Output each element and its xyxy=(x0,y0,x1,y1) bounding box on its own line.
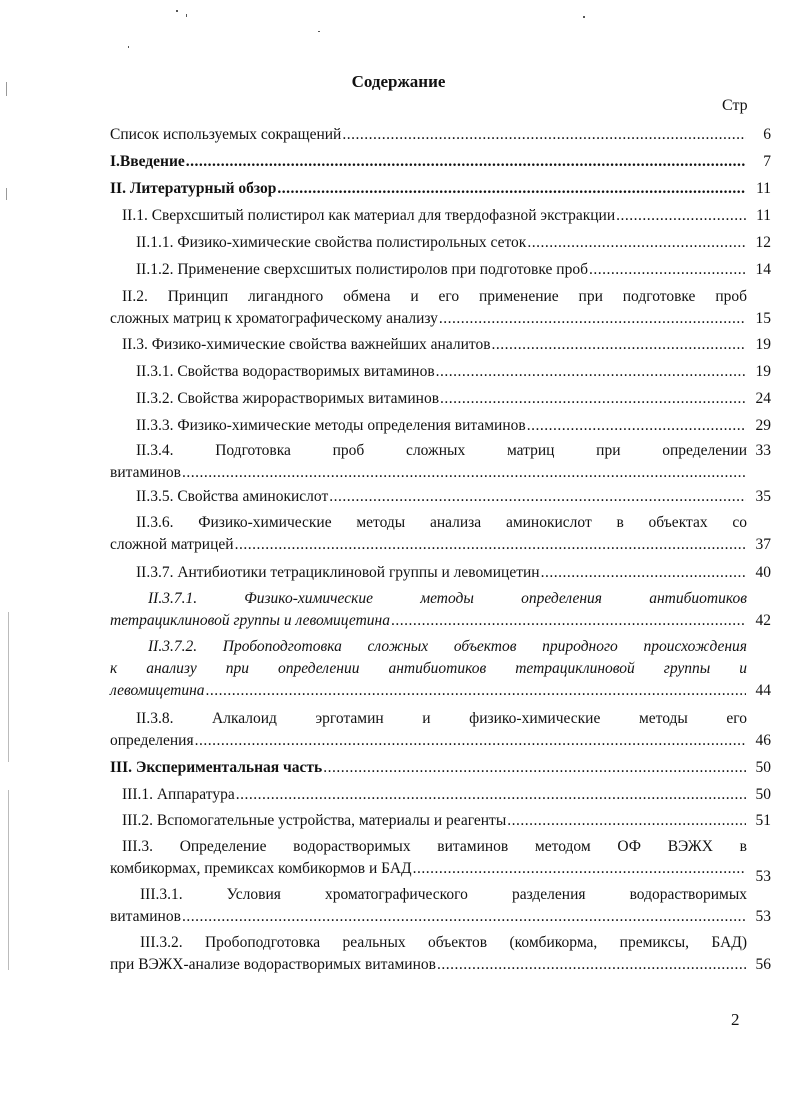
scan-speck xyxy=(186,14,187,17)
toc-entry-text-cont: к анализу при определении антибиотиков тетрациклиновой группы и xyxy=(110,660,747,677)
toc-entry-text-cont: сложных матриц к хроматографическому анализу xyxy=(110,310,438,327)
toc-entry-page: 35 xyxy=(755,488,771,505)
toc-entry-text: II.3.7.2. Пробоподготовка сложных объектов природного происхождения xyxy=(148,638,747,655)
scan-speck xyxy=(6,188,7,200)
toc-entry[interactable] xyxy=(122,810,771,832)
toc-entry-text-cont: витаминов xyxy=(110,908,181,925)
toc-entry-text: II.3. Физико-химические свойства важнейших аналитов xyxy=(122,336,491,353)
leader-dots xyxy=(437,954,746,976)
toc-entry-text-cont: комбикормах, премиксах комбикормов и БАД xyxy=(110,860,412,877)
scan-speck xyxy=(318,31,320,32)
toc-entry-text: III.3.2. Пробоподготовка реальных объектов (комбикорма, премиксы, БАД) xyxy=(140,934,747,951)
toc-entry[interactable] xyxy=(136,562,771,584)
toc-entry-page: 53 xyxy=(755,868,771,885)
toc-entry-page: 56 xyxy=(755,956,771,973)
leader-dots xyxy=(195,730,746,752)
toc-entry-page: 51 xyxy=(755,812,771,829)
toc-entry-page: 14 xyxy=(755,261,771,278)
toc-entry-page: 24 xyxy=(755,390,771,407)
toc-entry-page: 11 xyxy=(756,180,771,197)
toc-entry[interactable] xyxy=(110,884,771,928)
leader-dots xyxy=(391,610,746,632)
toc-entry-page: 50 xyxy=(755,759,771,776)
leader-dots xyxy=(616,205,746,227)
toc-entry-text-cont: при ВЭЖХ-анализе водорастворимых витаминов xyxy=(110,956,436,973)
toc-entry[interactable] xyxy=(110,286,771,330)
toc-entry[interactable] xyxy=(136,259,771,281)
toc-entry-page: 53 xyxy=(755,908,771,925)
leader-dots xyxy=(342,124,746,146)
leader-dots xyxy=(323,757,746,779)
leader-dots xyxy=(206,680,746,702)
toc-entry-text-cont: сложной матрицей xyxy=(110,536,234,553)
page-number: 2 xyxy=(731,1010,740,1029)
toc-entry[interactable] xyxy=(136,415,771,437)
toc-entry-page: 6 xyxy=(763,126,771,143)
toc-entry[interactable] xyxy=(110,836,771,885)
toc-entry-text: II. Литературный обзор xyxy=(110,180,277,197)
toc-entry-text: II.1.1. Физико-химические свойства полистирольных сеток xyxy=(136,234,527,251)
leader-dots xyxy=(541,562,746,584)
scan-speck xyxy=(128,46,129,48)
toc-entry[interactable] xyxy=(136,232,771,254)
leader-dots xyxy=(236,784,746,806)
toc-entry[interactable] xyxy=(136,361,771,383)
toc-entry-page: 33 xyxy=(755,442,771,459)
toc-entry-page: 19 xyxy=(755,363,771,380)
toc-entry-page: 40 xyxy=(755,564,771,581)
toc-entry-text: III.3.1. Условия хроматографического разделения водорастворимых xyxy=(140,886,747,903)
toc-entry-page: 19 xyxy=(755,336,771,353)
toc-entry[interactable] xyxy=(110,708,771,752)
toc-entry-page: 11 xyxy=(756,207,771,224)
leader-dots xyxy=(235,534,746,556)
toc-entry-text: Список используемых сокращений xyxy=(110,126,342,143)
toc-entry[interactable] xyxy=(110,124,771,146)
toc-entry-page: 15 xyxy=(755,310,771,327)
toc-entry-text: II.2. Принцип лигандного обмена и его применение при подготовке проб xyxy=(122,288,747,305)
scan-speck xyxy=(8,612,9,762)
scan-speck xyxy=(176,10,178,12)
toc-entry-text-cont: левомицетина xyxy=(110,682,205,699)
toc-entry[interactable] xyxy=(110,512,771,556)
leader-dots xyxy=(492,334,746,356)
toc-entry[interactable] xyxy=(136,388,771,410)
leader-dots xyxy=(182,462,746,484)
toc-entry-page: 44 xyxy=(755,682,771,699)
toc-entry-page: 12 xyxy=(755,234,771,251)
toc-entry-text-cont: тетрациклиновой группы и левомицетина xyxy=(110,612,390,629)
toc-entry-text: II.3.6. Физико-химические методы анализа аминокислот в объектах со xyxy=(136,514,747,531)
toc-entry-text: III.3. Определение водорастворимых витаминов методом ОФ ВЭЖХ в xyxy=(122,838,747,855)
toc-entry-text: II.3.3. Физико-химические методы определения витаминов xyxy=(136,417,526,434)
scan-speck xyxy=(8,790,9,970)
leader-dots xyxy=(527,232,746,254)
leader-dots xyxy=(507,810,746,832)
scan-speck xyxy=(583,16,585,18)
toc-entry-text: II.3.1. Свойства водорастворимых витаминов xyxy=(136,363,435,380)
toc-entry[interactable] xyxy=(110,636,771,702)
leader-dots xyxy=(436,361,746,383)
toc-entry[interactable] xyxy=(110,178,771,200)
toc-entry[interactable] xyxy=(122,334,771,356)
toc-entry-text: II.3.5. Свойства аминокислот xyxy=(136,488,329,505)
leader-dots xyxy=(439,308,746,330)
toc-entry-text: II.1.2. Применение сверхсшитых полистиролов при подготовке проб xyxy=(136,261,588,278)
toc-entry-page: 37 xyxy=(755,536,771,553)
leader-dots xyxy=(186,151,746,173)
toc-entry-page: 46 xyxy=(755,732,771,749)
toc-entry-text: III. Экспериментальная часть xyxy=(110,759,323,776)
toc-entry[interactable] xyxy=(110,932,771,976)
toc-entry-page: 50 xyxy=(755,786,771,803)
leader-dots xyxy=(440,388,746,410)
toc-entry-text-cont: определения xyxy=(110,732,194,749)
toc-entry-text: II.3.4. Подготовка проб сложных матриц при определении xyxy=(136,442,747,459)
toc-entry-page: 42 xyxy=(755,612,771,629)
page-title: Содержание xyxy=(351,72,446,91)
toc-entry-text-cont: витаминов xyxy=(110,464,181,481)
toc-entry-text: II.1. Сверхсшитый полистирол как материал для твердофазной экстракции xyxy=(122,207,616,224)
leader-dots xyxy=(329,486,746,508)
leader-dots xyxy=(277,178,746,200)
toc-entry[interactable] xyxy=(136,486,771,508)
toc-entry[interactable] xyxy=(110,151,771,173)
toc-entry[interactable] xyxy=(122,784,771,806)
toc-entry-text: III.1. Аппаратура xyxy=(122,786,235,803)
toc-entry-text: II.3.2. Свойства жирорастворимых витаминов xyxy=(136,390,440,407)
toc-entry-text: III.2. Вспомогательные устройства, материалы и реагенты xyxy=(122,812,507,829)
leader-dots xyxy=(413,858,746,880)
toc-entry[interactable] xyxy=(110,440,771,484)
toc-entry-text: II.3.7. Антибиотики тетрациклиновой группы и левомицетин xyxy=(136,564,540,581)
toc-entry-page: 7 xyxy=(763,153,771,170)
toc-entry-text: II.3.8. Алкалоид эрготамин и физико-химические методы его xyxy=(136,710,747,727)
toc-entry[interactable] xyxy=(122,205,771,227)
toc-entry-page: 29 xyxy=(755,417,771,434)
toc-entry[interactable] xyxy=(110,588,771,632)
leader-dots xyxy=(589,259,746,281)
leader-dots xyxy=(527,415,746,437)
toc-entry-text: I.Введение xyxy=(110,153,185,170)
leader-dots xyxy=(182,906,746,928)
toc-entry[interactable] xyxy=(110,757,771,779)
toc-entry-text: II.3.7.1. Физико-химические методы определения антибиотиков xyxy=(148,590,747,607)
page-column-label: Стр xyxy=(722,97,748,114)
